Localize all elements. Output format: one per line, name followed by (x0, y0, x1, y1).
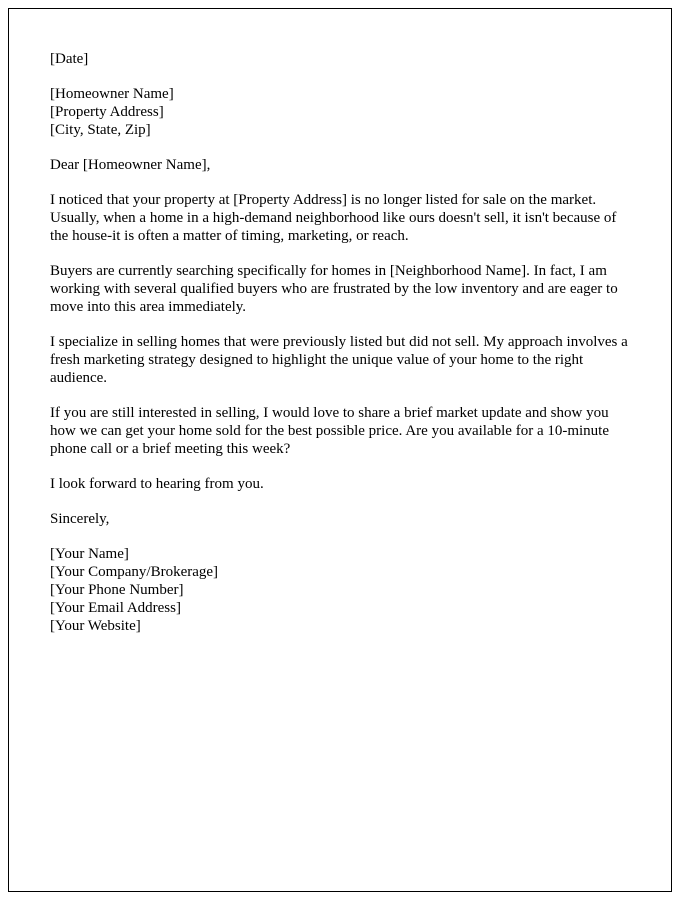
date-placeholder: [Date] (50, 51, 89, 67)
salutation-line: Dear [Homeowner Name], (50, 157, 211, 173)
signature-company-line: [Your Company/Brokerage] (50, 564, 219, 580)
salutation-block (50, 156, 635, 174)
recipient-block (50, 85, 635, 139)
recipient-address-line: [Property Address] (50, 104, 164, 120)
signature-name-line: [Your Name] (50, 546, 129, 562)
signature-website-line: [Your Website] (50, 618, 141, 634)
closing-block (50, 510, 635, 528)
recipient-city-state-zip-line: [City, State, Zip] (50, 122, 151, 138)
paragraph-property-notice: I noticed that your property at [Property Address] is no longer listed for sale on the market. Usually, when a home in a high-demand neighborhood like ours doesn't sell, it isn't because of the house-it is often a matter of timing, marketing, or reach. (50, 192, 617, 244)
signature-block (50, 545, 635, 635)
letter-body (50, 50, 635, 652)
signature-phone-line: [Your Phone Number] (50, 582, 184, 598)
paragraph-specialization: I specialize in selling homes that were previously listed but did not sell. My approach involves a fresh marketing strategy designed to highlight the unique value of your home to the right audience. (50, 334, 628, 386)
date-block (50, 50, 635, 68)
closing-line: Sincerely, (50, 511, 110, 527)
recipient-name-line: [Homeowner Name] (50, 86, 174, 102)
paragraph-look-forward: I look forward to hearing from you. (50, 476, 264, 492)
paragraph-call-to-action: If you are still interested in selling, I would love to share a brief market update and show you how we can get your home sold for the best possible price. Are you available for a 10-minute phone call or a brief meeting this week? (50, 405, 610, 457)
paragraph-buyer-demand: Buyers are currently searching specifically for homes in [Neighborhood Name]. In fact, I am working with several qualified buyers who are frustrated by the low inventory and are eager to move into this area immediately. (50, 263, 618, 315)
signature-email-line: [Your Email Address] (50, 600, 181, 616)
